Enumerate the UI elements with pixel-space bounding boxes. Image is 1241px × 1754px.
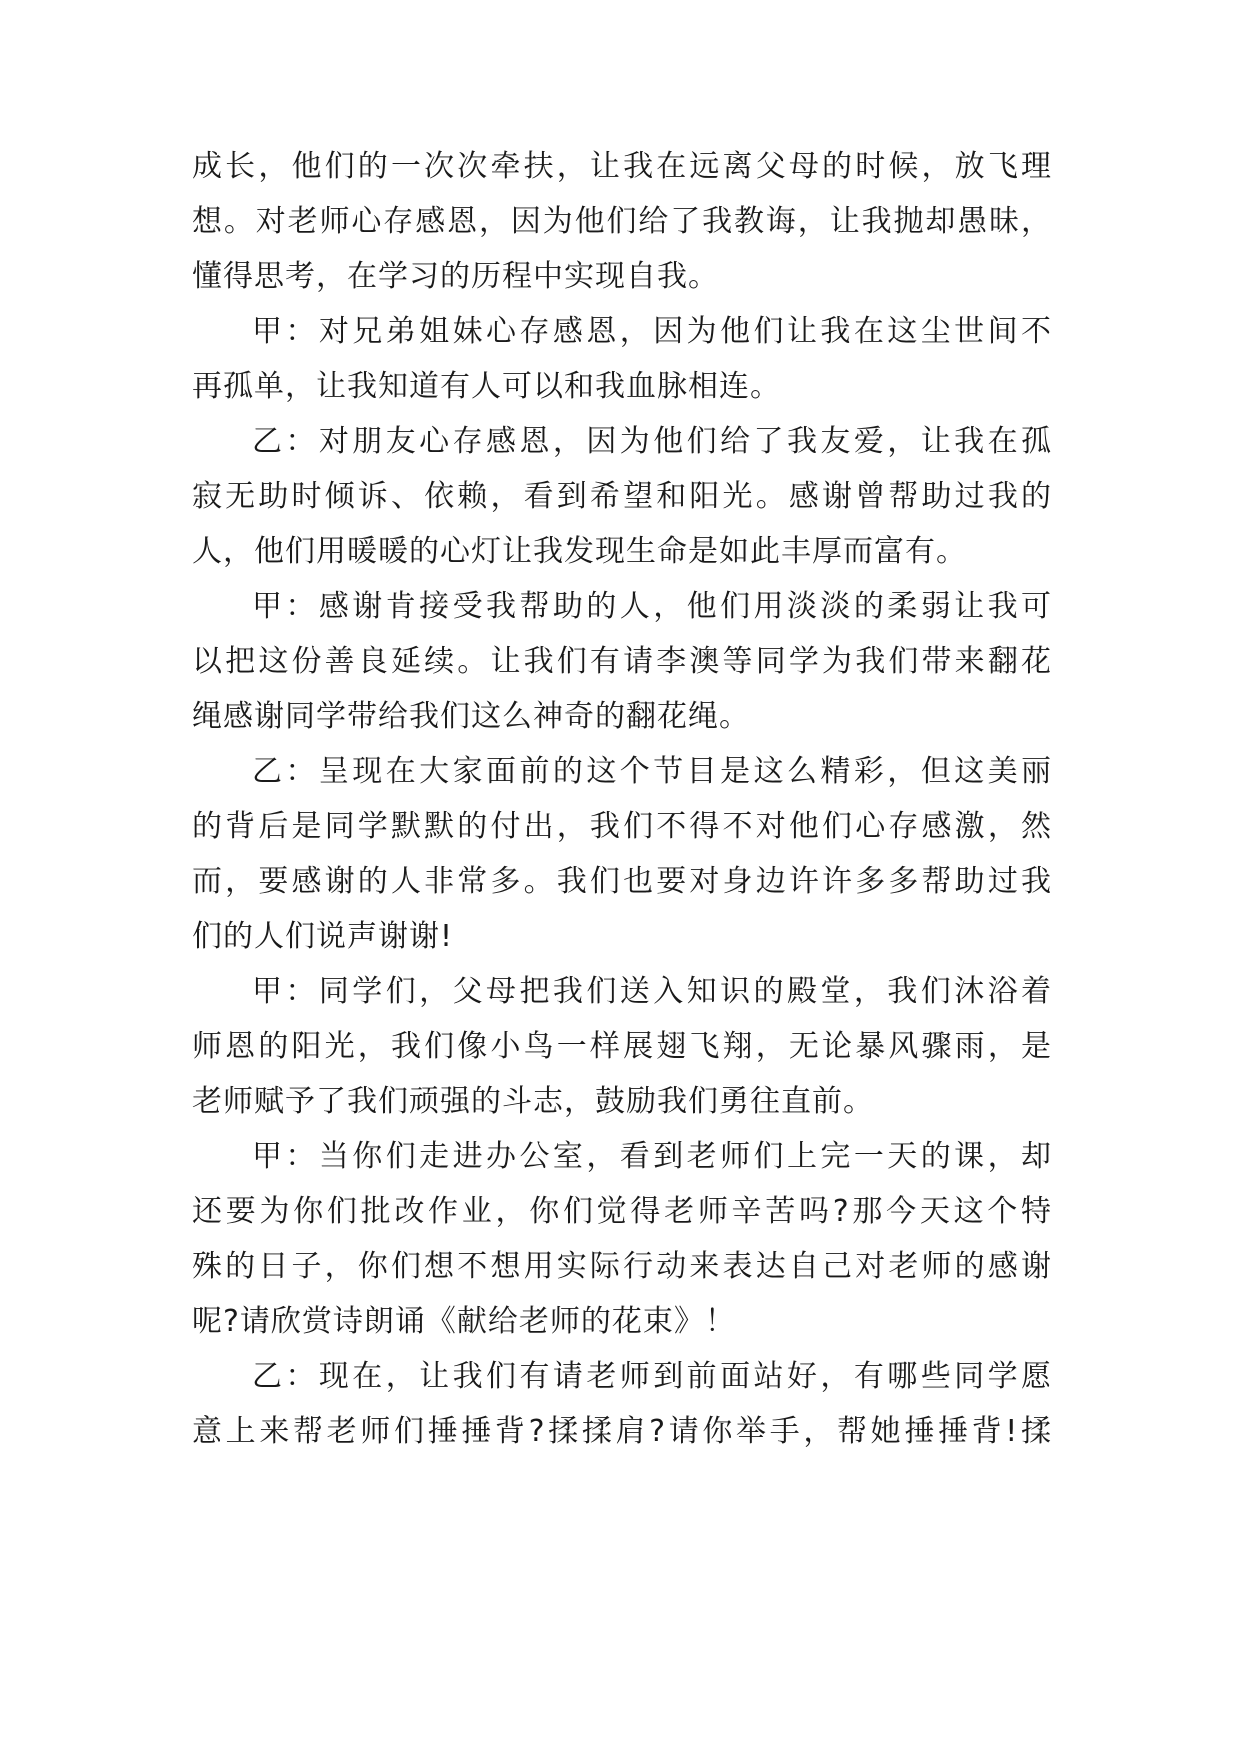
text-line: 师恩的阳光，我们像小鸟一样展翅飞翔，无论暴风骤雨，是 xyxy=(192,1029,1052,1064)
text-line: 们的人们说声谢谢! xyxy=(192,919,454,954)
text-line: 绳感谢同学带给我们这么神奇的翻花绳。 xyxy=(192,699,750,734)
text-line: 的背后是同学默默的付出，我们不得不对他们心存感激，然 xyxy=(192,809,1052,844)
text-line: 乙：现在，让我们有请老师到前面站好，有哪些同学愿 xyxy=(252,1359,1052,1394)
text-line: 甲：感谢肯接受我帮助的人，他们用淡淡的柔弱让我可 xyxy=(252,589,1052,624)
text-line: 乙：对朋友心存感恩，因为他们给了我友爱，让我在孤 xyxy=(252,424,1052,459)
text-line: 还要为你们批改作业，你们觉得老师辛苦吗?那今天这个特 xyxy=(192,1194,1052,1229)
text-line: 甲：同学们，父母把我们送入知识的殿堂，我们沐浴着 xyxy=(252,974,1052,1009)
text-line: 懂得思考，在学习的历程中实现自我。 xyxy=(192,259,719,294)
text-line: 成长，他们的一次次牵扶，让我在远离父母的时候，放飞理 xyxy=(192,149,1052,184)
text-line: 再孤单，让我知道有人可以和我血脉相连。 xyxy=(192,369,781,404)
text-line: 呢?请欣赏诗朗诵《献给老师的花束》！ xyxy=(192,1304,736,1339)
text-line: 殊的日子，你们想不想用实际行动来表达自己对老师的感谢 xyxy=(192,1249,1052,1284)
text-line: 甲：当你们走进办公室，看到老师们上完一天的课，却 xyxy=(252,1139,1052,1174)
text-line: 人，他们用暖暖的心灯让我发现生命是如此丰厚而富有。 xyxy=(192,534,967,569)
text-line: 而，要感谢的人非常多。我们也要对身边许许多多帮助过我 xyxy=(192,864,1052,899)
text-line: 意上来帮老师们捶捶背?揉揉肩?请你举手，帮她捶捶背!揉 xyxy=(192,1414,1052,1449)
text-line: 想。对老师心存感恩，因为他们给了我教诲，让我抛却愚昧， xyxy=(192,204,1052,239)
text-line: 寂无助时倾诉、依赖，看到希望和阳光。感谢曾帮助过我的 xyxy=(192,479,1052,514)
text-line: 老师赋予了我们顽强的斗志，鼓励我们勇往直前。 xyxy=(192,1084,874,1119)
text-line: 以把这份善良延续。让我们有请李澳等同学为我们带来翻花 xyxy=(192,644,1052,679)
text-line: 甲：对兄弟姐妹心存感恩，因为他们让我在这尘世间不 xyxy=(252,314,1052,349)
text-line: 乙：呈现在大家面前的这个节目是这么精彩，但这美丽 xyxy=(252,754,1052,789)
